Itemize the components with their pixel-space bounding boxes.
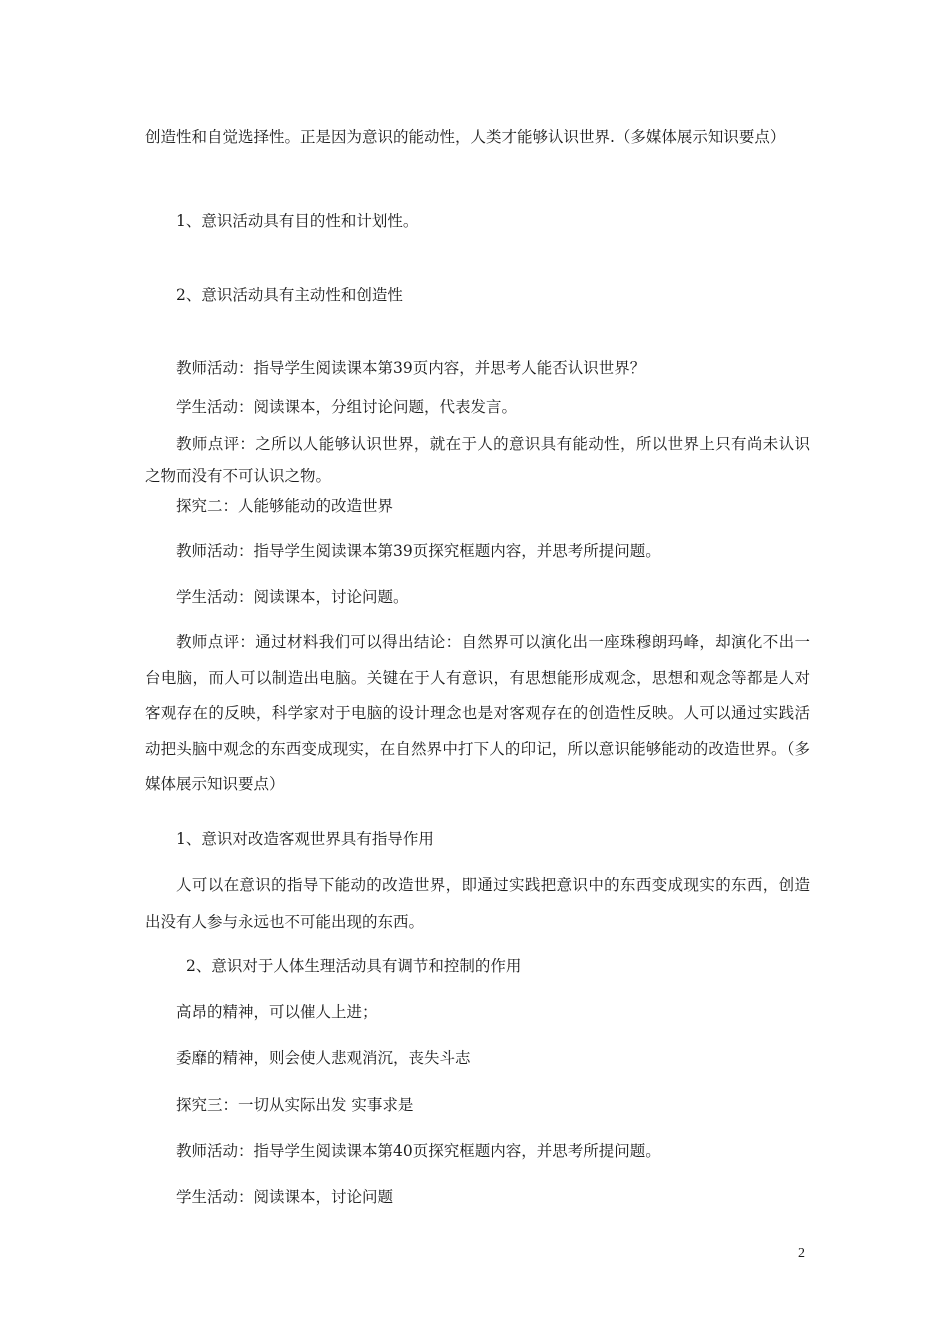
paragraph-practice: 人可以在意识的指导下能动的改造世界，即通过实践把意识中的东西变成现实的东西，创造出没有人参与永远也不可能出现的东西。 bbox=[145, 876, 810, 931]
paragraph-low-spirit: 委靡的精神，则会使人悲观消沉，丧失斗志 bbox=[176, 1049, 471, 1067]
paragraph-student-activity-3: 学生活动：阅读课本，讨论问题 bbox=[176, 1188, 394, 1206]
list-item-creative: 2、意识活动具有主动性和创造性 bbox=[176, 286, 403, 304]
paragraph-teacher-activity-1: 教师活动：指导学生阅读课本第39页内容，并思考人能否认识世界？ bbox=[176, 359, 646, 377]
list-item-regulation: 2、意识对于人体生理活动具有调节和控制的作用 bbox=[186, 957, 522, 975]
list-item-purposeful: 1、意识活动具有目的性和计划性。 bbox=[176, 212, 419, 230]
paragraph-teacher-activity-3: 教师活动：指导学生阅读课本第40页探究框题内容，并思考所提问题。 bbox=[176, 1142, 661, 1160]
section-heading-inquiry-3: 探究三：一切从实际出发 实事求是 bbox=[176, 1096, 414, 1114]
section-heading-inquiry-2: 探究二：人能够能动的改造世界 bbox=[176, 497, 394, 515]
list-item-guidance: 1、意识对改造客观世界具有指导作用 bbox=[176, 830, 434, 848]
paragraph-student-activity-1: 学生活动：阅读课本，分组讨论问题，代表发言。 bbox=[176, 398, 518, 416]
page-number: 2 bbox=[798, 1246, 805, 1261]
paragraph-teacher-comment-2: 教师点评：通过材料我们可以得出结论：自然界可以演化出一座珠穆朗玛峰，却演化不出一台电脑，而人可以制造出电脑。关键在于人有意识，有思想能形成观念，思想和观念等都是人对客观存在的反映，科学家对于电脑的设计理念也是对客观存在的创造性反映。人可以通过实践活动把头脑中观念的东西变成现实，在自然界中打下人的印记，所以意识能够能动的改造世界。（多媒体展示知识要点） bbox=[145, 633, 810, 793]
paragraph-student-activity-2: 学生活动：阅读课本，讨论问题。 bbox=[176, 588, 409, 606]
paragraph-high-spirit: 高昂的精神，可以催人上进； bbox=[176, 1003, 378, 1021]
paragraph-teacher-activity-2: 教师活动：指导学生阅读课本第39页探究框题内容，并思考所提问题。 bbox=[176, 542, 661, 560]
paragraph-teacher-comment-1: 教师点评：之所以人能够认识世界，就在于人的意识具有能动性，所以世界上只有尚未认识之物而没有不可认识之物。 bbox=[145, 435, 810, 485]
paragraph-intro: 创造性和自觉选择性。正是因为意识的能动性，人类才能够认识世界.（多媒体展示知识要点） bbox=[145, 128, 786, 146]
